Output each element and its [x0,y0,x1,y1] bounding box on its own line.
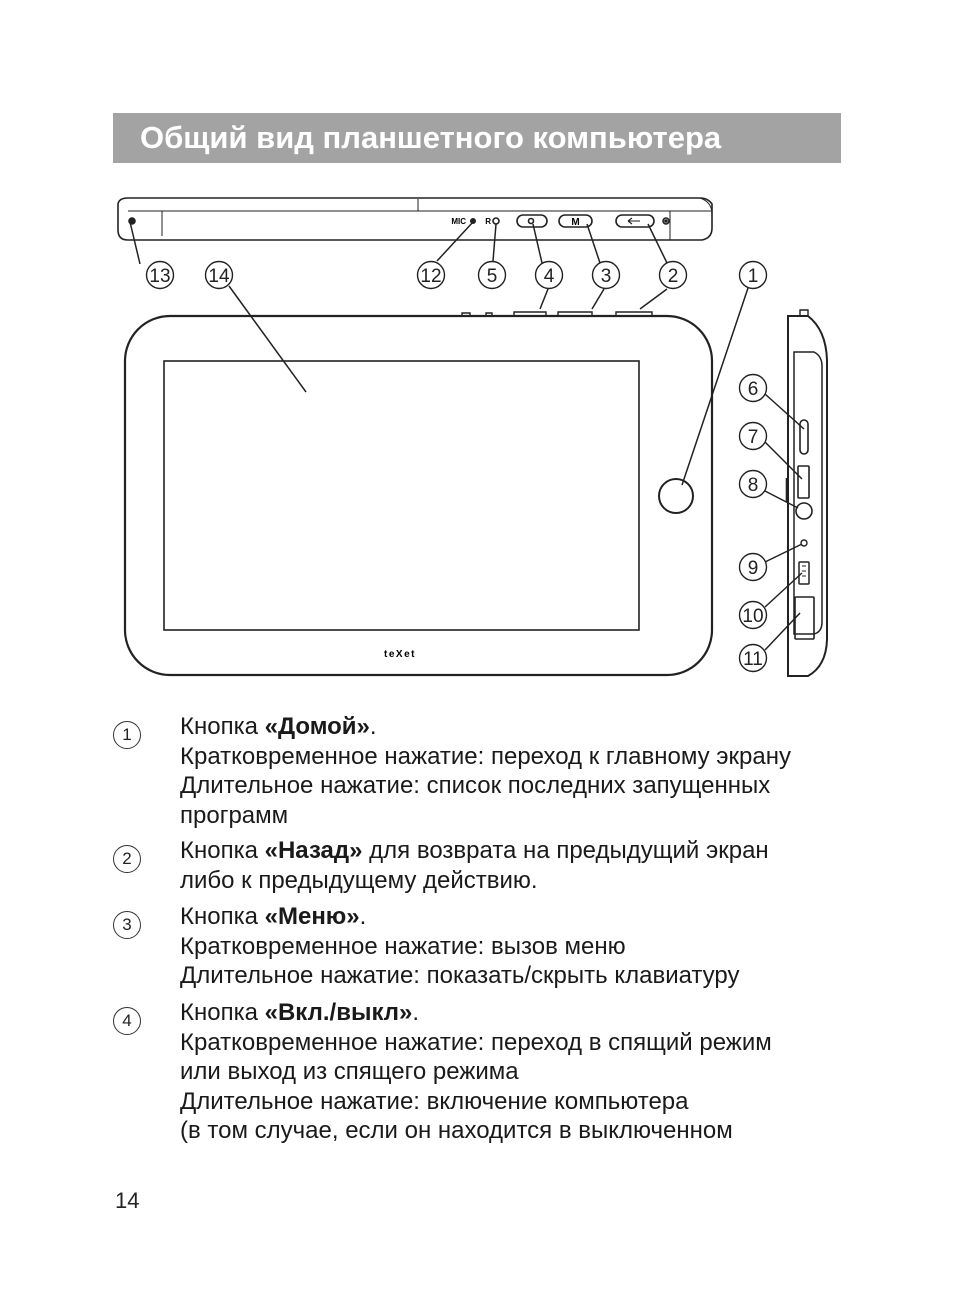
menu-key-label: M [571,217,580,228]
item-line: (в том случае, если он находится в выключенном [180,1117,733,1144]
reset-label: R [485,217,491,226]
callout-6: 6 [747,379,759,400]
item-line: программ [180,801,289,829]
tablet-front-view [125,312,712,675]
item-suffix: для возврата на предыдущий экран [362,837,769,864]
item-name: «Вкл./выкл» [264,999,413,1026]
brand-logo: teXet [384,649,416,660]
item-line: Длительное нажатие: список последних запущенных [180,772,771,799]
item-number: 2 [113,845,141,873]
item-line: или выход из спящего режима [180,1058,519,1085]
callout-markers [147,262,767,672]
callout-14: 14 [208,266,230,287]
item-number: 3 [113,911,141,939]
item-number: 4 [113,1007,141,1035]
callout-9: 9 [747,558,759,579]
callout-13: 13 [149,266,171,287]
callout-12: 12 [420,266,442,287]
item-prefix: Кнопка [180,999,265,1026]
item-prefix: Кнопка [180,903,265,930]
item-suffix: . [369,713,377,740]
callout-4: 4 [543,266,555,287]
tablet-top-view [118,198,712,240]
item-suffix: . [359,903,367,930]
item-name: «Меню» [264,903,360,930]
item-line: Длительное нажатие: включение компьютера [180,1087,689,1115]
callout-11: 11 [743,649,763,670]
item-line: либо к предыдущему действию. [180,866,538,894]
mic-label: MIC [451,217,466,226]
item-name: «Назад» [264,837,363,864]
item-prefix: Кнопка [180,837,265,864]
item-prefix: Кнопка [180,713,265,740]
callout-leaders [130,222,804,650]
item-suffix: . [412,999,420,1026]
page-number: 14 [115,1188,140,1213]
callout-10: 10 [742,606,764,627]
page-title: Общий вид планшетного компьютера [140,120,722,155]
item-line: Кратковременное нажатие: переход к главному экрану [180,742,791,770]
callout-2: 2 [667,266,679,287]
callout-3: 3 [600,266,612,287]
item-number: 1 [113,721,141,749]
item-line: Длительное нажатие: показать/скрыть клавиатуру [180,962,740,989]
callout-1: 1 [747,266,759,287]
callout-5: 5 [486,266,498,287]
callout-8: 8 [747,475,759,496]
item-line: Кратковременное нажатие: вызов меню [180,932,626,960]
item-name: «Домой» [264,713,370,740]
item-line: Кратковременное нажатие: переход в спящий режим [180,1028,772,1056]
callout-7: 7 [747,427,759,448]
